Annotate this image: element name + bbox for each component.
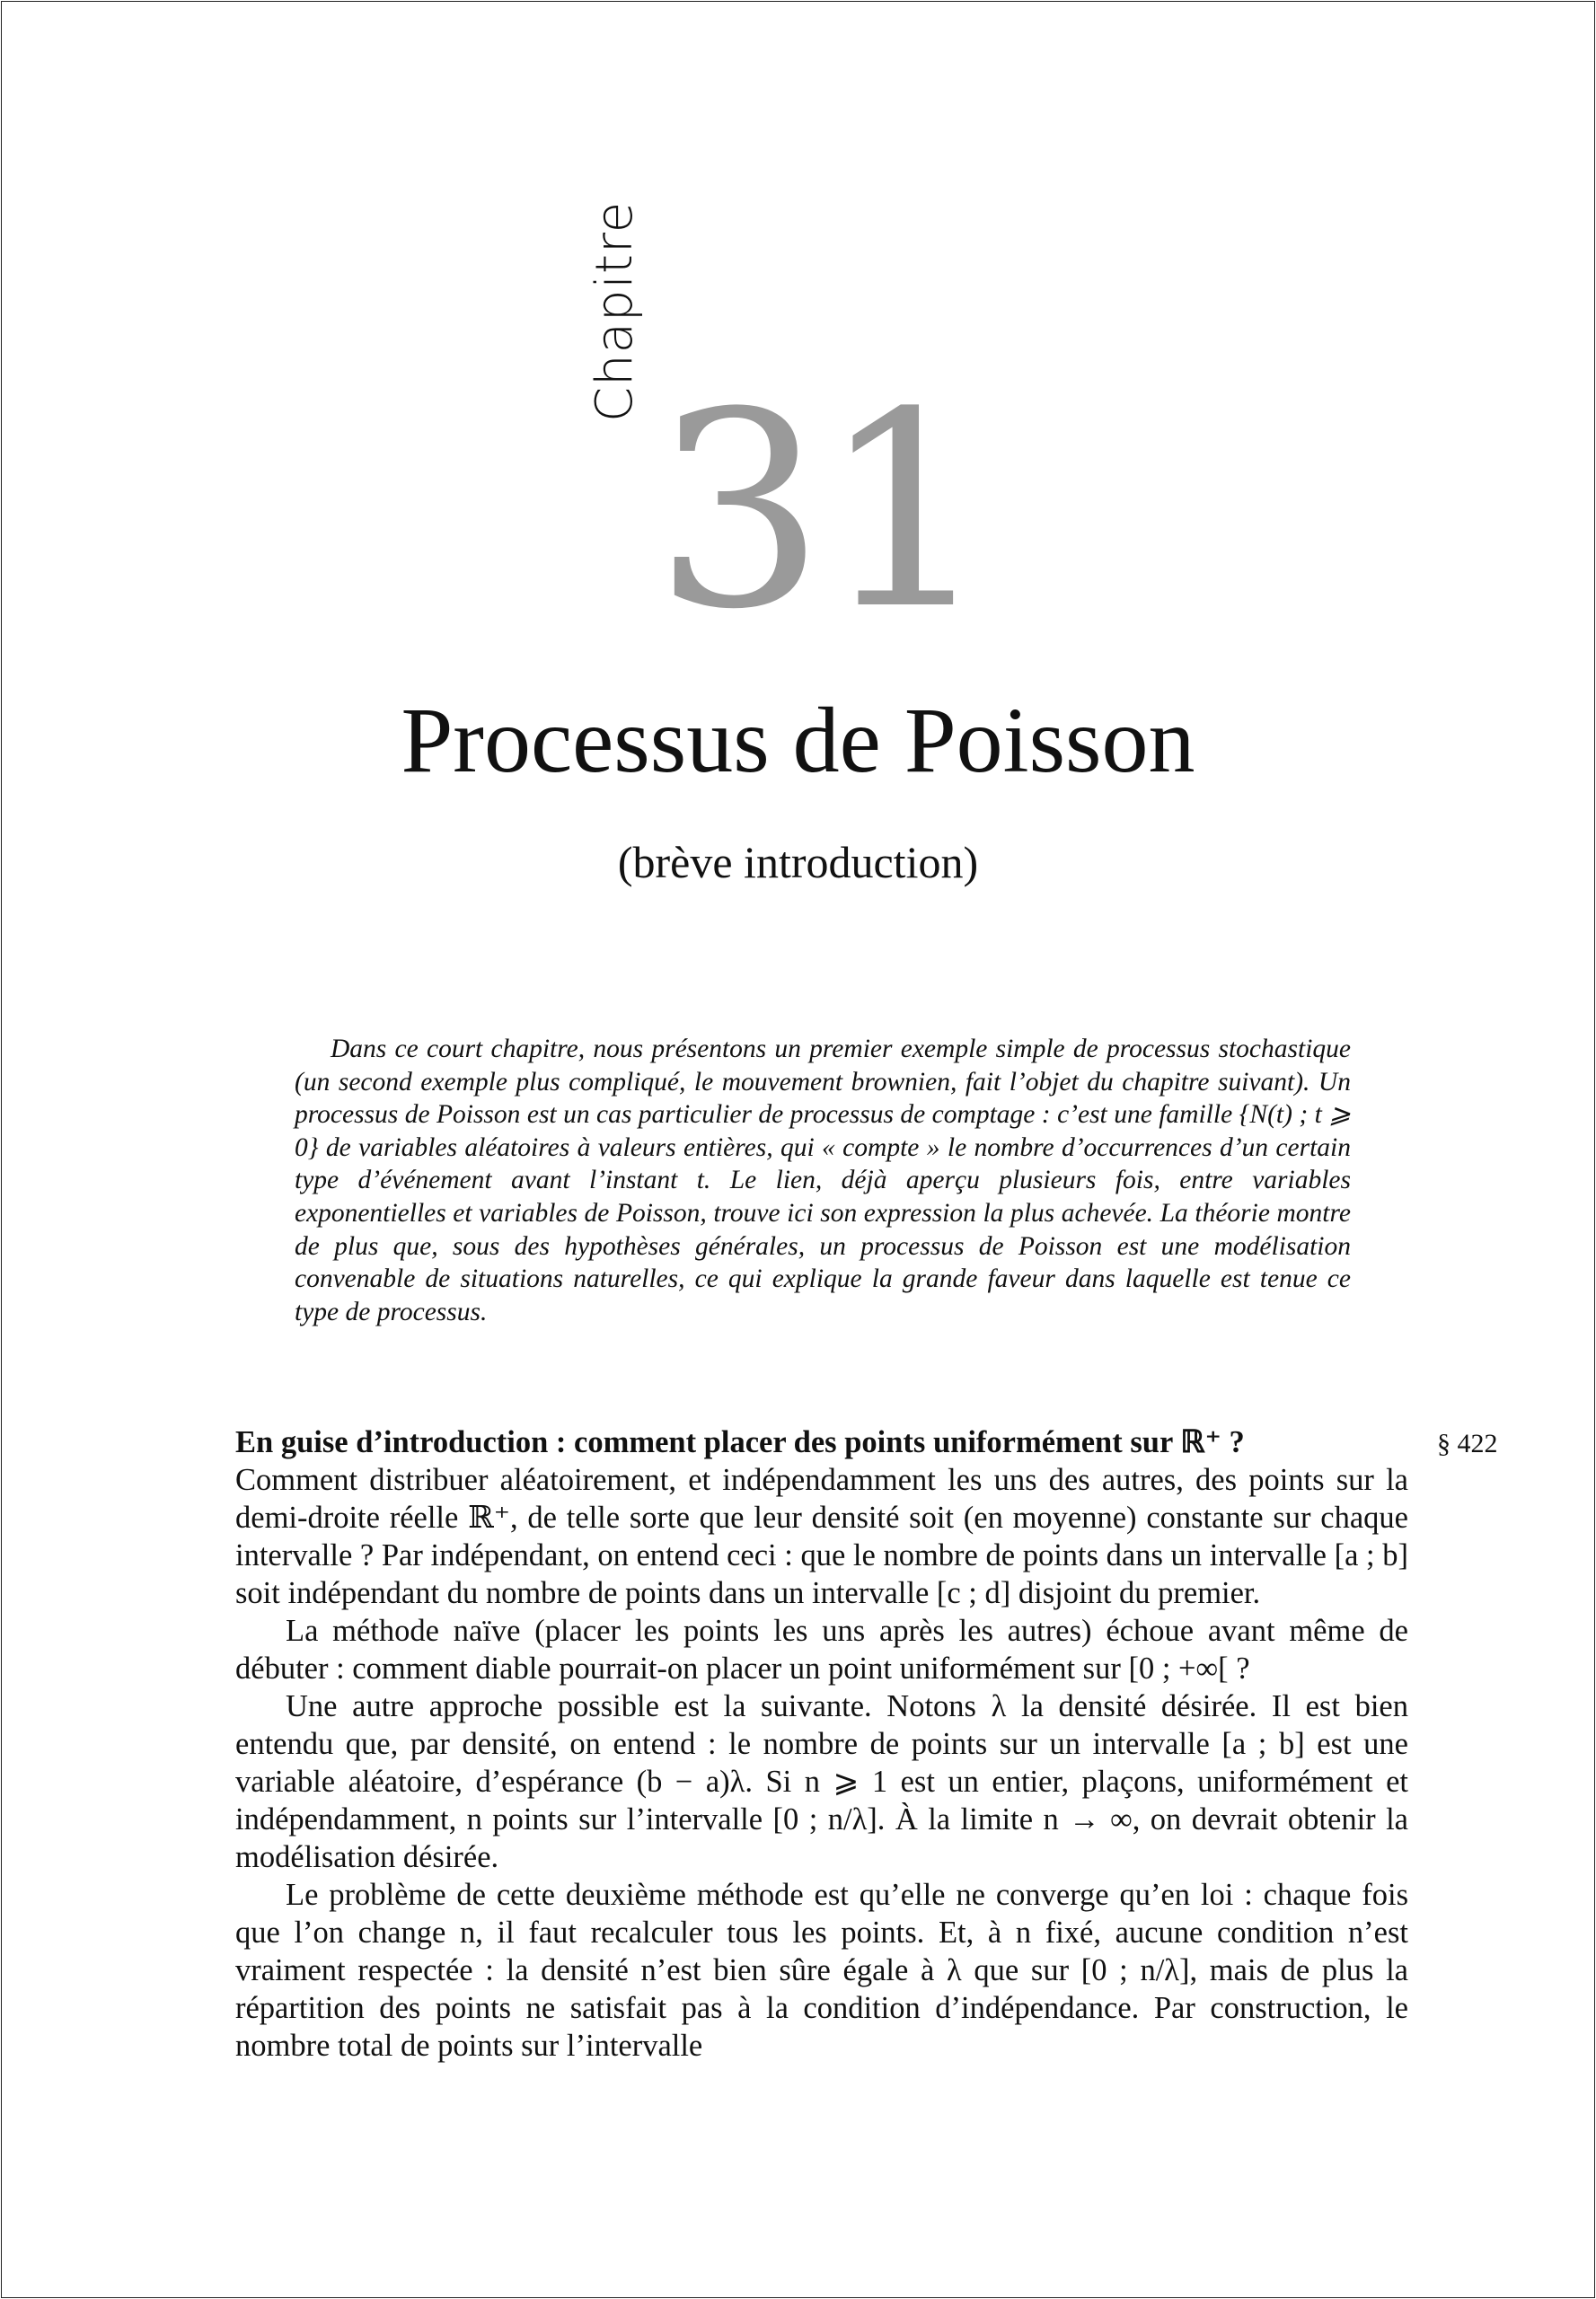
paragraph: Le problème de cette deuxième méthode est qu’elle ne converge qu’en loi : chaque fois que l’on change n, il faut recalculer tous les points. Et, à n fixé, aucune condition n’est vraiment respectée : la densité n’est bien sûre égale à λ que sur [0 ; n/λ], mais de plus la répartition des points ne satisfait pas à la condition d’indépendance. Par construction, le nombre total de points sur l’intervalle <box>235 1878 1408 2063</box>
paragraph: Comment distribuer aléatoirement, et indépendamment les uns des autres, des points sur la demi-droite réelle ℝ⁺, de telle sorte que leur densité soit (en moyenne) constante sur chaque intervalle ? Par indépendant, on entend ceci : que le nombre de points dans un intervalle [a ; b] soit indépendant du nombre de points dans un intervalle [c ; d] disjoint du premier. <box>235 1463 1408 1610</box>
chapter-abstract <box>295 1033 1351 1328</box>
chapter-title: Processus de Poisson <box>401 689 1195 792</box>
section-heading: En guise d’introduction : comment placer des points uniformément sur ℝ⁺ ? <box>235 1425 1245 1459</box>
chapter-label: Chapitre <box>586 200 644 422</box>
paragraph: La méthode naïve (placer les points les uns après les autres) échoue avant même de débuter : comment diable pourrait-on placer un point uniformément sur [0 ; +∞[ ? <box>235 1614 1408 1686</box>
chapter-subtitle: (brève introduction) <box>617 837 979 887</box>
chapter-number: 31 <box>654 355 986 668</box>
paragraph: Une autre approche possible est la suivante. Notons λ la densité désirée. Il est bien entendu que, par densité, on entend : le nombre de points sur un intervalle [a ; b] est une variable aléatoire, d’espérance (b − a)λ. Si n ⩾ 1 est un entier, plaçons, uniformément et indépendamment, n points sur l’intervalle [0 ; n/λ]. À la limite n → ∞, on devrait obtenir la modélisation désirée. <box>235 1689 1408 1874</box>
abstract-text: Dans ce court chapitre, nous présentons un premier exemple simple de processus stochastique (un second exemple plus compliqué, le mouvement brownien, fait l’objet du chapitre suivant). Un processus de Poisson est un cas particulier de processus de comptage : c’est une famille {N(t) ; t ⩾ 0} de variables aléatoires à valeurs entières, qui « compte » le nombre d’occurrences d’un certain type d’événement avant l’instant t. Le lien, déjà aperçu plusieurs fois, entre variables exponentielles et variables de Poisson, trouve ici son expression la plus achevée. La théorie montre de plus que, sous des hypothèses générales, un processus de Poisson est une modélisation convenable de situations naturelles, ce qui explique la grande faveur dans laquelle est tenue ce type de processus. <box>295 1035 1351 1326</box>
section-body <box>235 1423 1408 2065</box>
section-number: § 422 <box>1437 1429 1498 1458</box>
